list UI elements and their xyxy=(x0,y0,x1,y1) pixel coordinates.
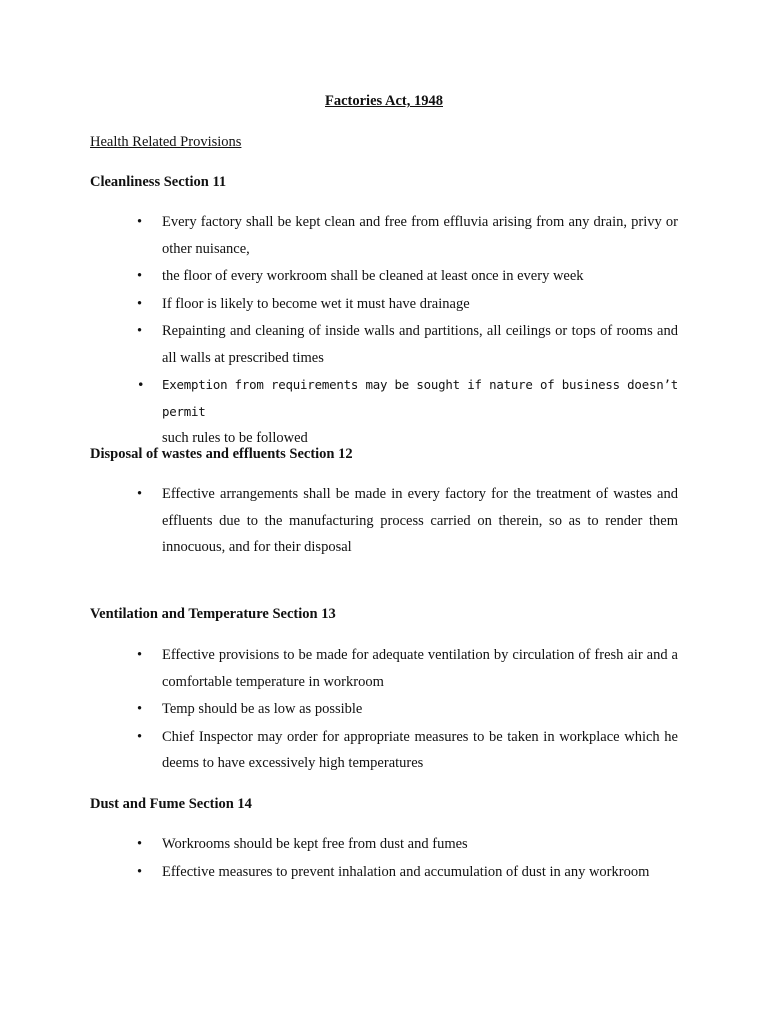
section-bullets-disposal xyxy=(0,481,678,562)
list-item: • Repainting and cleaning of inside walls and partitions, all ceilings or tops of rooms and all walls at prescribed times xyxy=(0,318,678,371)
section-bullets-dust-fume xyxy=(0,831,678,886)
list-item: • Temp should be as low as possible xyxy=(0,696,678,723)
list-item: • Effective provisions to be made for adequate ventilation by circulation of fresh air and a comfortable temperature in workroom xyxy=(0,642,678,695)
list-item: • the floor of every workroom shall be cleaned at least once in every week xyxy=(0,263,678,290)
section-heading-dust-fume: Dust and Fume Section 14 xyxy=(90,796,252,812)
list-item-continuation: such rules to be followed xyxy=(162,430,308,446)
section-heading-cleanliness: Cleanliness Section 11 xyxy=(90,174,227,190)
document-subtitle: Health Related Provisions xyxy=(90,134,242,150)
section-heading-disposal: Disposal of wastes and effluents Section 12 xyxy=(90,446,353,462)
list-item: • If floor is likely to become wet it must have drainage xyxy=(0,291,678,318)
list-item: • Chief Inspector may order for appropriate measures to be taken in workplace which he deems to have excessively high temperatures xyxy=(0,724,678,777)
section-heading-ventilation: Ventilation and Temperature Section 13 xyxy=(90,606,336,622)
section-bullets-ventilation xyxy=(0,642,678,778)
list-item: • Workrooms should be kept free from dust and fumes xyxy=(0,831,678,858)
list-item-text: Exemption from requirements may be sought if nature of business doesn’t permit xyxy=(162,377,678,419)
section-bullets-cleanliness xyxy=(0,209,678,453)
list-item: • Effective arrangements shall be made in every factory for the treatment of wastes and effluents due to the manufacturing process carried on therein, so as to render them innocuous, and for their disposal xyxy=(0,481,678,561)
document-title: Factories Act, 1948 xyxy=(325,93,443,109)
list-item xyxy=(0,372,678,452)
list-item: • Every factory shall be kept clean and free from effluvia arising from any drain, privy or other nuisance, xyxy=(0,209,678,262)
list-item: • Effective measures to prevent inhalation and accumulation of dust in any workroom xyxy=(0,859,678,886)
